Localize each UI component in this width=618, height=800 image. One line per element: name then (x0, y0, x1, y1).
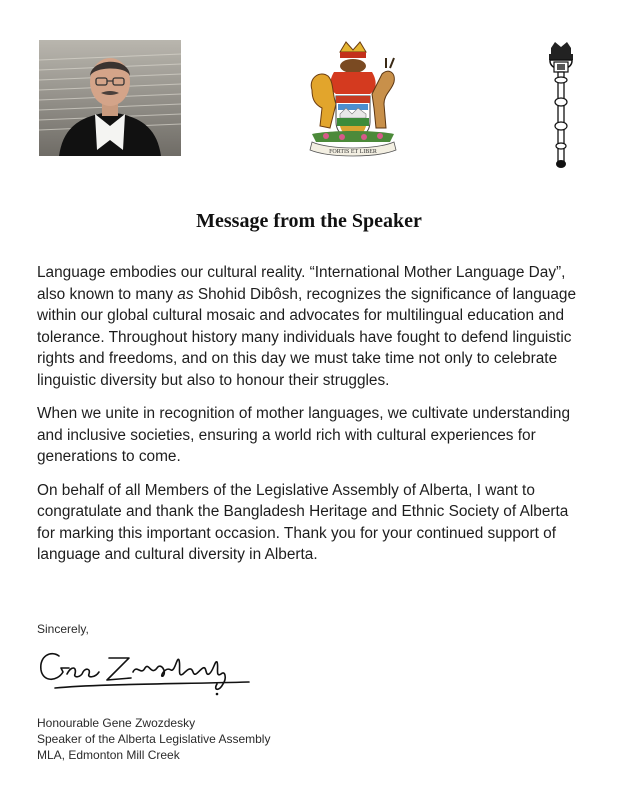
paragraph-1 (37, 262, 585, 391)
italic-as: as (177, 285, 194, 303)
signatory-name: Honourable Gene Zwozdesky (37, 716, 196, 730)
paragraph-1-part-a: Language embodies our cultural reality. “International Mother Language Day”, also known to many (37, 264, 566, 303)
handwritten-signature (37, 644, 252, 702)
signatory-riding: MLA, Edmonton Mill Creek (37, 748, 180, 762)
speaker-photo (39, 40, 181, 156)
paragraph-1-part-b: Shohid Dibôsh, recognizes the significance of language within our global cultural mosaic and advocates for multilingual education and tolerance. Throughout history many individuals have fought to defend linguistic rights and freedoms, and on this day we must take time not only to celebrate linguistic diversity but also to honour their struggles. (37, 285, 577, 389)
coat-of-arms-image (290, 38, 416, 158)
paragraph-3: On behalf of all Members of the Legislative Assembly of Alberta, I want to congratulate and thank the Bangladesh Heritage and Ethnic Society of Alberta for marking this important occasion. Thank you for your continued support of language and cultural diversity in Alberta. (37, 481, 569, 563)
motto-text: FORTIS ET LIBER (329, 149, 377, 155)
message-body (37, 262, 585, 578)
signature-block (37, 715, 270, 763)
closing-salutation: Sincerely, (37, 622, 89, 636)
mace-image (541, 40, 581, 170)
paragraph-2: When we unite in recognition of mother languages, we cultivate understanding and inclusive societies, ensuring a world rich with cultural experiences for generations to come. (37, 405, 571, 465)
page-title: Message from the Speaker (196, 210, 422, 232)
signatory-title: Speaker of the Alberta Legislative Assembly (37, 732, 271, 746)
